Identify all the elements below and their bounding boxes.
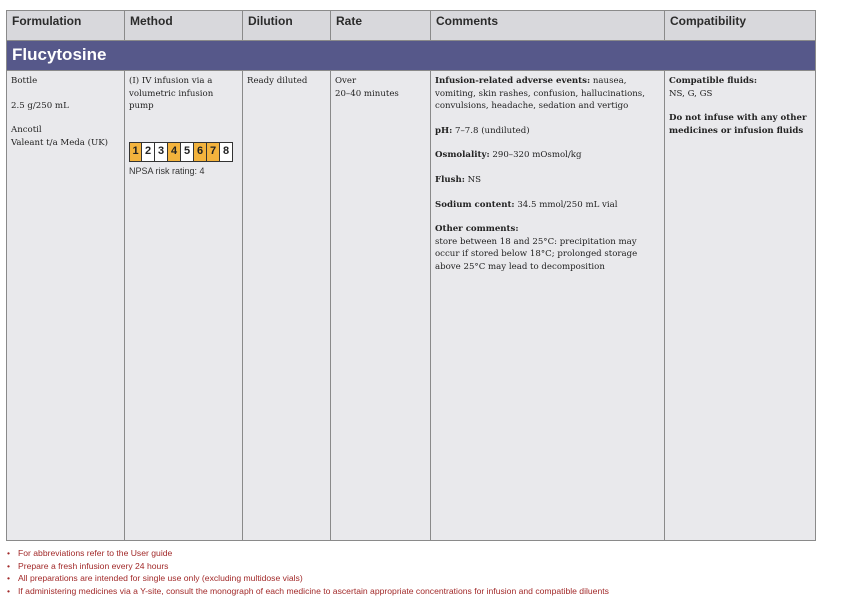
table-header-row — [7, 11, 815, 41]
header-method: Method — [125, 11, 243, 40]
sodium-value: 34.5 mmol/250 mL vial — [514, 199, 618, 210]
npsa-risk-scale — [129, 142, 247, 162]
risk-box-1: 1 — [129, 142, 142, 162]
method-text: (I) IV infusion via a volumetric infusion pump — [129, 76, 214, 112]
adverse-events-text: nausea, vomiting, skin rashes, confusion, hallucinations, convulsions, headache, sedation and vertigo — [435, 76, 645, 112]
risk-box-4: 4 — [168, 142, 181, 162]
formulation-brand: Ancotil — [11, 125, 42, 136]
table-row — [7, 71, 815, 540]
footnote-item: • Prepare a fresh infusion every 24 hours — [6, 560, 826, 573]
footnote-item: • For abbreviations refer to the User guide — [6, 547, 826, 560]
osmolality-line — [435, 149, 660, 162]
adverse-events — [435, 75, 660, 113]
risk-box-8: 8 — [220, 142, 233, 162]
flush-label: Flush: — [435, 174, 465, 185]
sodium-label: Sodium content: — [435, 199, 515, 210]
adverse-events-label: Infusion-related adverse events: — [435, 76, 591, 86]
other-comments-label: Other comments: — [435, 224, 519, 235]
drug-name-band — [7, 41, 815, 71]
header-formulation: Formulation — [7, 11, 125, 40]
footnote-item: • If administering medicines via a Y-site, consult the monograph of each medicine to ascertain appropriate concentrations for infusion and compatible diluents — [6, 585, 826, 598]
rate-cell — [331, 71, 431, 540]
flush-line — [435, 174, 660, 187]
footnote-item: • All preparations are intended for single use only (excluding multidose vials) — [6, 572, 826, 585]
header-comments: Comments — [431, 11, 665, 40]
formulation-cell — [7, 71, 125, 540]
formulation-strength: 2.5 g/250 mL — [11, 100, 69, 111]
risk-box-6: 6 — [194, 142, 207, 162]
header-dilution: Dilution — [243, 11, 331, 40]
dilution-cell — [243, 71, 331, 540]
drug-name: Flucytosine — [12, 45, 107, 64]
compatible-fluids-label: Compatible fluids: — [669, 76, 757, 86]
sodium-line — [435, 199, 660, 212]
formulation-manufacturer: Valeant t/a Meda (UK) — [11, 137, 109, 148]
ph-line — [435, 125, 660, 138]
ph-label: pH: — [435, 125, 453, 136]
risk-box-2: 2 — [142, 142, 155, 162]
formulation-container: Bottle — [11, 76, 38, 86]
header-rate: Rate — [331, 11, 431, 40]
risk-box-7: 7 — [207, 142, 220, 162]
osmolality-value: 290–320 mOsmol/kg — [489, 150, 582, 161]
ph-value: 7–7.8 (undiluted) — [452, 125, 530, 136]
comments-cell — [431, 71, 665, 540]
compatibility-warning: Do not infuse with any other medicines or infusion fluids — [669, 113, 807, 136]
npsa-risk-label: NPSA risk rating: 4 — [129, 165, 205, 176]
footnotes — [6, 547, 826, 597]
header-compatibility: Compatibility — [670, 14, 747, 28]
compatible-fluids-value: NS, G, GS — [669, 88, 713, 99]
rate-line-1: Over — [335, 76, 357, 86]
rate-line-2: 20–40 minutes — [335, 88, 399, 99]
method-cell — [125, 71, 243, 540]
osmolality-label: Osmolality: — [435, 150, 490, 161]
risk-box-3: 3 — [155, 142, 168, 162]
flush-value: NS — [464, 174, 482, 185]
risk-box-5: 5 — [181, 142, 194, 162]
monograph-table — [6, 10, 816, 541]
other-comments-text: store between 18 and 25°C: precipitation may occur if stored below 18°C; prolonged storage above 25°C may lead to decomposition — [435, 236, 638, 272]
compatibility-cell — [665, 71, 815, 540]
dilution-text: Ready diluted — [247, 76, 308, 86]
